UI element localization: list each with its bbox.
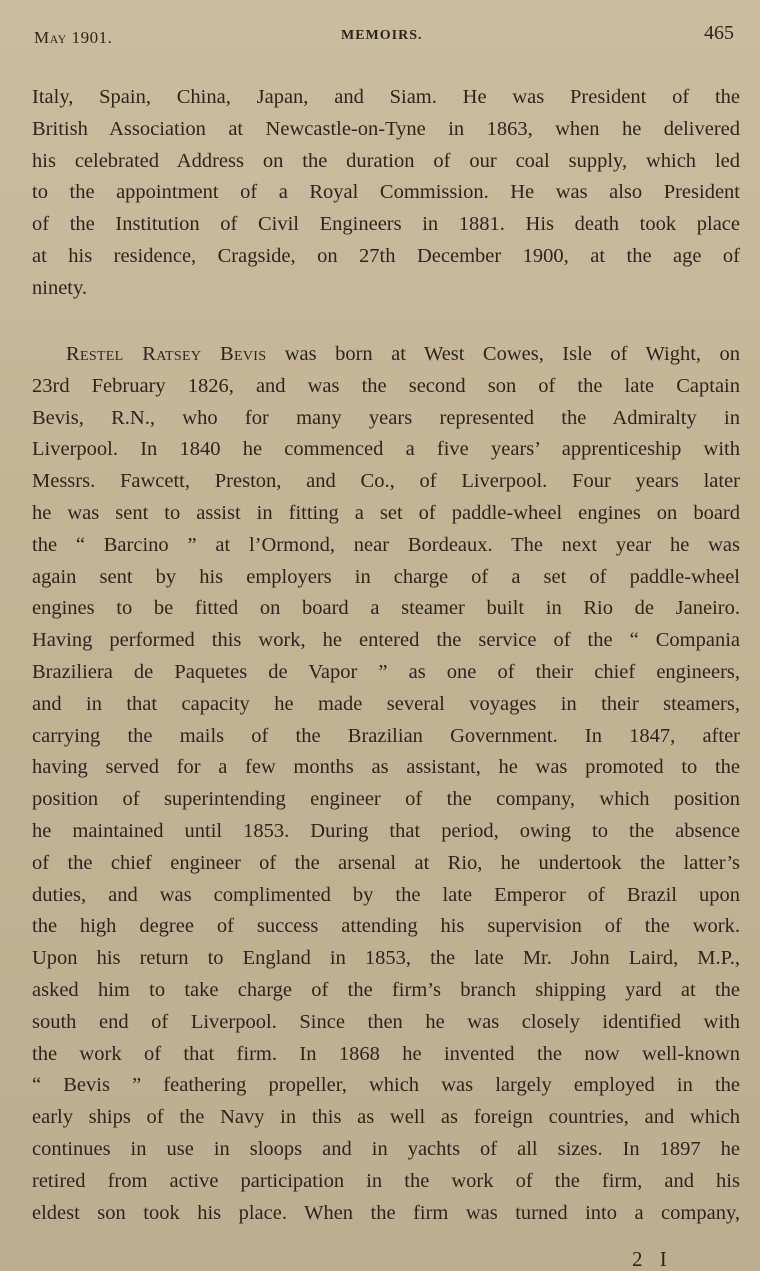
text-line: retired from active participation in the work of the firm, and his xyxy=(32,1169,740,1192)
text-line: duties, and was complimented by the late Emperor of Brazil upon xyxy=(32,883,740,906)
text-line: eldest son took his place. When the firm was turned into a company, xyxy=(32,1201,740,1224)
text-line: he was sent to assist in fitting a set of paddle-wheel engines on board xyxy=(32,501,740,524)
text-line: south end of Liverpool. Since then he was closely identified with xyxy=(32,1010,740,1033)
text-line: the “ Barcino ” at l’Ormond, near Bordeaux. The next year he was xyxy=(32,533,740,556)
text-line: carrying the mails of the Brazilian Government. In 1847, after xyxy=(32,724,740,747)
text-line: again sent by his employers in charge of a set of paddle-wheel xyxy=(32,565,740,588)
text-line: Liverpool. In 1840 he commenced a five years’ apprenticeship with xyxy=(32,438,740,461)
text-line: Having performed this work, he entered the service of the “ Compania xyxy=(32,629,740,652)
text-line: he maintained until 1853. During that period, owing to the absence xyxy=(32,819,740,842)
text-line: and in that capacity he made several voyages in their steamers, xyxy=(32,692,740,715)
paragraph-armstrong-conclusion xyxy=(32,82,740,305)
text-line: “ Bevis ” feathering propeller, which was largely employed in the xyxy=(32,1074,740,1097)
text-line: asked him to take charge of the firm’s branch shipping yard at the xyxy=(32,978,740,1001)
text-line: British Association at Newcastle-on-Tyne in 1863, when he delivered xyxy=(32,117,740,140)
text-line-fragment: was born at West Cowes, Isle of Wight, on xyxy=(284,343,741,365)
running-header xyxy=(34,22,734,52)
paragraph-bevis-memoir xyxy=(32,339,740,1229)
text-line: having served for a few months as assistant, he was promoted to the xyxy=(32,756,740,779)
page-number: 465 xyxy=(704,22,734,44)
memoir-subject-name: Restel Ratsey Bevis xyxy=(66,343,267,365)
text-line: Bevis, R.N., who for many years represented the Admiralty in xyxy=(32,406,740,429)
text-line: the high degree of success attending his supervision of the work. xyxy=(32,915,740,938)
text-line: ninety. xyxy=(32,276,88,299)
text-line: early ships of the Navy in this as well as foreign countries, and which xyxy=(32,1106,740,1129)
text-line: at his residence, Cragside, on 27th December 1900, at the age of xyxy=(32,244,740,267)
text-line: Upon his return to England in 1853, the late Mr. John Laird, M.P., xyxy=(32,947,740,970)
text-line: position of superintending engineer of the company, which position xyxy=(32,788,740,811)
text-line: Italy, Spain, China, Japan, and Siam. He was President of the xyxy=(32,86,740,108)
text-line: continues in use in sloops and in yachts of all sizes. In 1897 he xyxy=(32,1137,740,1160)
text-line: the work of that firm. In 1868 he invented the now well-known xyxy=(32,1042,740,1065)
text-line: of the Institution of Civil Engineers in 1881. His death took place xyxy=(32,213,740,236)
text-line: Braziliera de Paquetes de Vapor ” as one of their chief engineers, xyxy=(32,660,740,683)
text-line: his celebrated Address on the duration of our coal supply, which led xyxy=(32,149,740,172)
text-line: to the appointment of a Royal Commission. He was also President xyxy=(32,181,740,204)
memoir-opening-line xyxy=(32,339,740,371)
header-section-title: MEMOIRS. xyxy=(341,28,423,43)
text-line: Messrs. Fawcett, Preston, and Co., of Liverpool. Four years later xyxy=(32,470,740,493)
text-line: 23rd February 1826, and was the second son of the late Captain xyxy=(32,374,740,397)
text-line: of the chief engineer of the arsenal at Rio, he undertook the latter’s xyxy=(32,851,740,874)
header-date: May 1901. xyxy=(34,28,113,47)
printer-signature-mark: 2 I xyxy=(632,1247,673,1271)
text-line: engines to be fitted on board a steamer built in Rio de Janeiro. xyxy=(32,597,740,620)
